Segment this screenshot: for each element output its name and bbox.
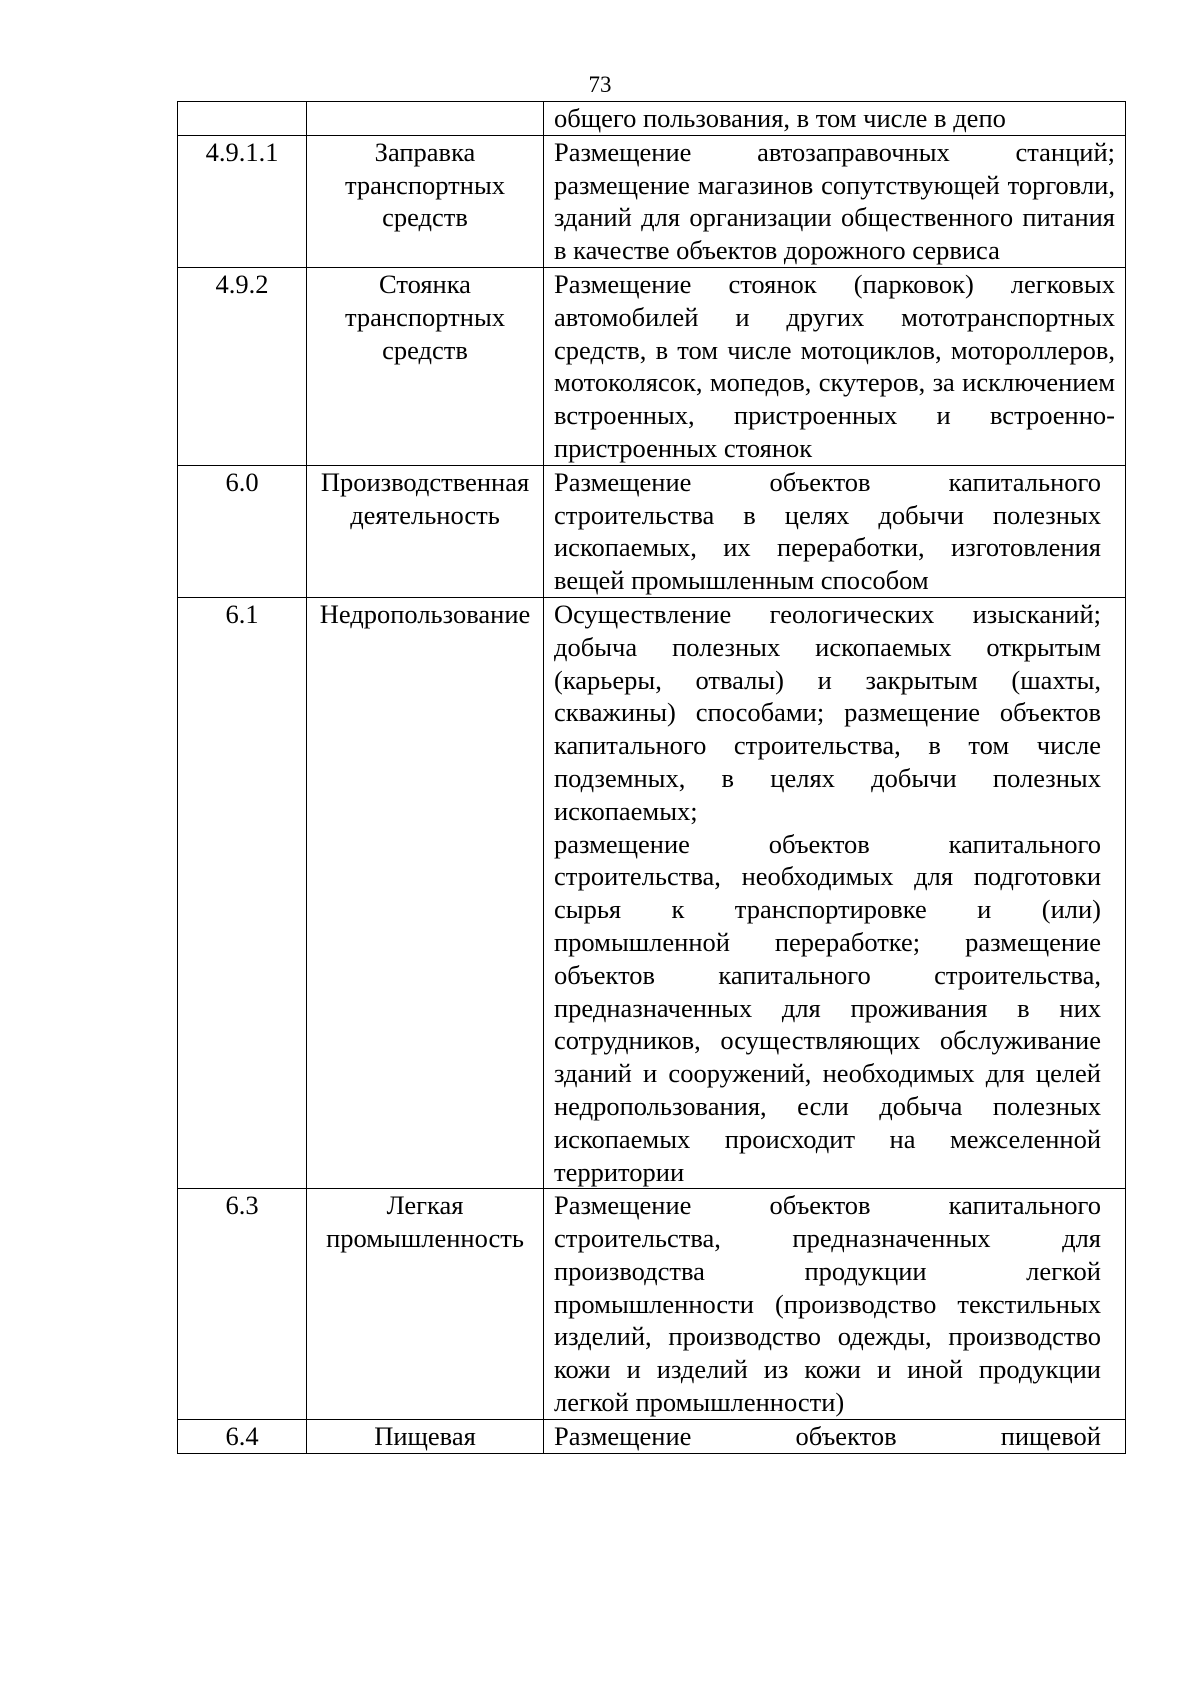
row-name-text: Заправка транспортных средств (344, 136, 505, 233)
row-description (544, 102, 1126, 136)
table-row (178, 1189, 1126, 1420)
row-name (307, 135, 544, 267)
table-row (178, 597, 1126, 1188)
row-description (544, 1189, 1126, 1420)
description-paragraph: Размещение объектов капитального строительства в целях добычи полезных ископаемых, их переработки, изготовления вещей промышленным способом (554, 466, 1101, 596)
row-name (307, 1189, 544, 1420)
description-paragraph: Размещение объектов пищевой (554, 1420, 1101, 1451)
row-description (544, 1419, 1126, 1453)
table-row (178, 267, 1126, 465)
page-number: 73 (588, 72, 612, 97)
row-name (307, 102, 544, 136)
table-row (178, 102, 1126, 136)
table-row (178, 465, 1126, 597)
description-paragraph: Осуществление геологических изысканий; добыча полезных ископаемых открытым (карьеры, отвалы) и закрытым (шахты, скважины) способами; размещение объектов капитального строительства, в том числе подземных, в целях добычи полезных ископаемых; (554, 598, 1101, 826)
row-code: 6.4 (178, 1419, 307, 1453)
row-name (307, 267, 544, 465)
row-code: 4.9.1.1 (178, 135, 307, 267)
description-paragraph: Размещение объектов капитального строительства, предназначенных для производства продукции легкой промышленности (производство текстильных изделий, производство одежды, производство кожи и изделий из кожи и иной продукции легкой промышленности) (554, 1190, 1101, 1418)
row-name-text: Стоянка транспортных средств (344, 268, 505, 365)
row-name: Пищевая (307, 1419, 544, 1453)
row-name (307, 465, 544, 597)
description-paragraph: общего пользования, в том числе в депо (554, 103, 1006, 133)
row-description (544, 465, 1126, 597)
row-code (178, 102, 307, 136)
row-code: 6.0 (178, 465, 307, 597)
row-name-text: Производственная деятельность (320, 466, 530, 530)
row-description (544, 597, 1126, 1188)
table-row (178, 135, 1126, 267)
description-paragraph: размещение объектов капитального строительства, необходимых для подготовки сырья к транспортировке и (или) промышленной переработке; размещение объектов капитального строительства, предназначенных для проживания в них сотрудников, осуществляющих обслуживание зданий и сооружений, необходимых для целей недропользования, если добыча полезных ископаемых происходит на межселенной территории (554, 828, 1101, 1187)
row-code: 6.3 (178, 1189, 307, 1420)
table-row (178, 1419, 1126, 1453)
row-name: Недропользование (307, 597, 544, 1188)
row-name-text: Легкая промышленность (326, 1190, 524, 1254)
land-use-table (177, 101, 1126, 1454)
row-code: 4.9.2 (178, 267, 307, 465)
row-code: 6.1 (178, 597, 307, 1188)
description-paragraph: Размещение стоянок (парковок) легковых автомобилей и других мототранспортных средств, в том числе мотоциклов, мотороллеров, мотоколясок, мопедов, скутеров, за исключением встроенных, пристроенных и встроенно-пристроенных стоянок (554, 268, 1115, 463)
row-description (544, 135, 1126, 267)
row-description (544, 267, 1126, 465)
description-paragraph: Размещение автозаправочных станций; размещение магазинов сопутствующей торговли, зданий для организации общественного питания в качестве объектов дорожного сервиса (554, 136, 1115, 266)
